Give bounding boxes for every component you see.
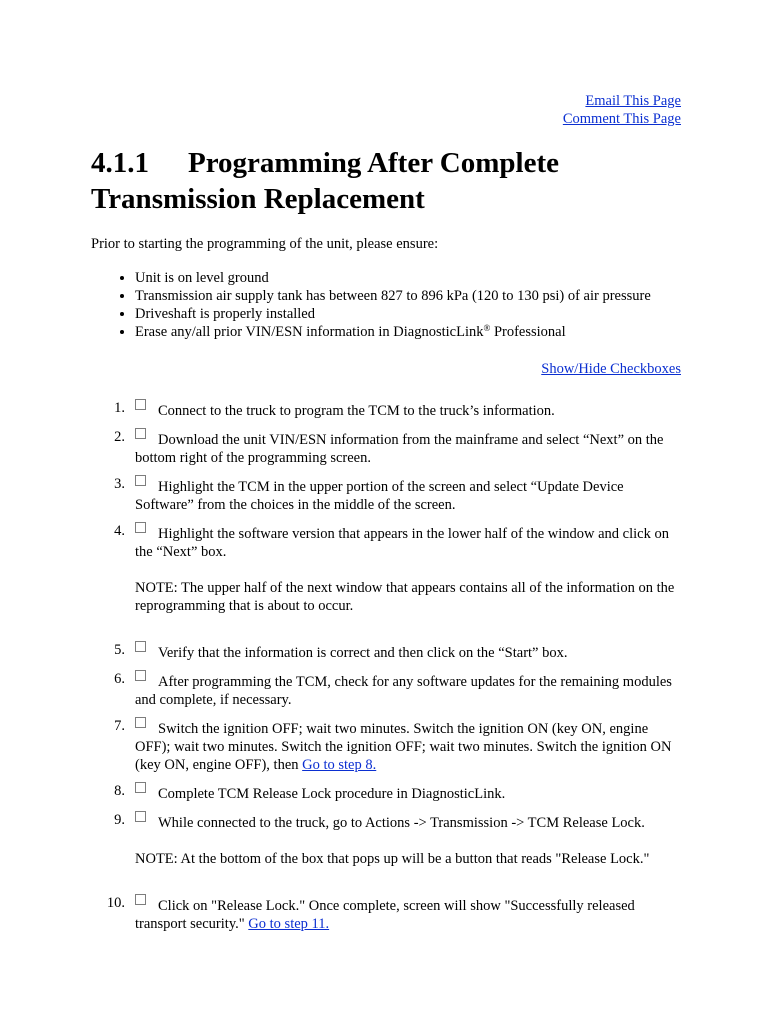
step-text: Highlight the software version that appears in the lower half of the window and click on the “Next” box.	[135, 526, 669, 560]
step-number: 6.	[114, 671, 125, 687]
section-number: 4.1.1	[91, 147, 149, 179]
list-item-text: Unit is on level ground	[135, 270, 269, 286]
step-note: NOTE: The upper half of the next window that appears contains all of the information on the reprogramming that is about to occur.	[135, 580, 675, 614]
step-checkbox[interactable]	[135, 475, 146, 486]
registered-mark: ®	[483, 323, 491, 333]
step-checkbox[interactable]	[135, 522, 146, 533]
step-text: Click on "Release Lock." Once complete, screen will show "Successfully released transport security."	[135, 898, 635, 932]
step-item	[91, 670, 681, 709]
step-text: Connect to the truck to program the TCM to the truck’s information.	[158, 403, 555, 419]
step-number: 7.	[114, 718, 125, 734]
document-page	[91, 92, 681, 941]
page-actions	[91, 92, 681, 128]
list-item	[135, 269, 681, 287]
list-item-text: Transmission air supply tank has between 827 to 896 kPa (120 to 130 psi) of air pressure	[135, 288, 651, 304]
list-item-text: Driveshaft is properly installed	[135, 306, 315, 322]
step-number: 4.	[114, 523, 125, 539]
prerequisites-list	[91, 269, 681, 341]
step-text: While connected to the truck, go to Actions -> Transmission -> TCM Release Lock.	[158, 815, 645, 831]
step-number: 5.	[114, 642, 125, 658]
step-text: Download the unit VIN/ESN information from the mainframe and select “Next” on the bottom right of the programming screen.	[135, 432, 664, 466]
list-item-text-tail: Professional	[490, 324, 566, 340]
checkbox-toggle-row	[91, 360, 681, 378]
step-text: Complete TCM Release Lock procedure in DiagnosticLink.	[158, 786, 506, 802]
step-checkbox[interactable]	[135, 894, 146, 905]
step-checkbox[interactable]	[135, 811, 146, 822]
step-item	[91, 522, 681, 615]
step-item	[91, 811, 681, 868]
step-item	[91, 475, 681, 514]
step-text: Highlight the TCM in the upper portion of the screen and select “Update Device Software” from the choices in the middle of the screen.	[135, 479, 624, 513]
step-number: 3.	[114, 476, 125, 492]
step-item	[91, 428, 681, 467]
page-title	[91, 145, 681, 217]
step-note: NOTE: At the bottom of the box that pops up will be a button that reads "Release Lock."	[135, 851, 650, 867]
step-checkbox[interactable]	[135, 717, 146, 728]
procedure-steps	[91, 399, 681, 933]
step-text: Switch the ignition OFF; wait two minutes. Switch the ignition ON (key ON, engine OFF); wait two minutes. Switch the ignition OFF; wait two minutes. Switch the ignition ON (key ON, engine OFF), then	[135, 721, 672, 773]
step-number: 2.	[114, 429, 125, 445]
step-number: 9.	[114, 812, 125, 828]
step-number: 10.	[106, 895, 125, 911]
list-item	[135, 323, 681, 341]
show-hide-checkboxes-link[interactable]: Show/Hide Checkboxes	[541, 361, 681, 377]
section-title: Programming After Complete Transmission Replacement	[91, 147, 559, 215]
step-item	[91, 894, 681, 933]
step-checkbox[interactable]	[135, 641, 146, 652]
step-checkbox[interactable]	[135, 399, 146, 410]
step-number: 8.	[114, 783, 125, 799]
step-checkbox[interactable]	[135, 782, 146, 793]
step-checkbox[interactable]	[135, 428, 146, 439]
go-to-step-11-link[interactable]: Go to step 11.	[248, 916, 330, 932]
step-item	[91, 717, 681, 774]
list-item	[135, 305, 681, 323]
step-text: After programming the TCM, check for any software updates for the remaining modules and complete, if necessary.	[135, 674, 672, 708]
intro-text: Prior to starting the programming of the unit, please ensure:	[91, 236, 439, 252]
step-text: Verify that the information is correct and then click on the “Start” box.	[158, 645, 568, 661]
list-item	[135, 287, 681, 305]
list-item-text: Erase any/all prior VIN/ESN information in DiagnosticLink	[135, 324, 484, 340]
comment-page-link[interactable]: Comment This Page	[562, 111, 681, 127]
step-number: 1.	[114, 400, 125, 416]
step-checkbox[interactable]	[135, 670, 146, 681]
email-page-link[interactable]: Email This Page	[585, 93, 681, 109]
step-item	[91, 782, 681, 803]
step-item	[91, 399, 681, 420]
go-to-step-8-link[interactable]: Go to step 8.	[302, 757, 377, 773]
step-item	[91, 641, 681, 662]
